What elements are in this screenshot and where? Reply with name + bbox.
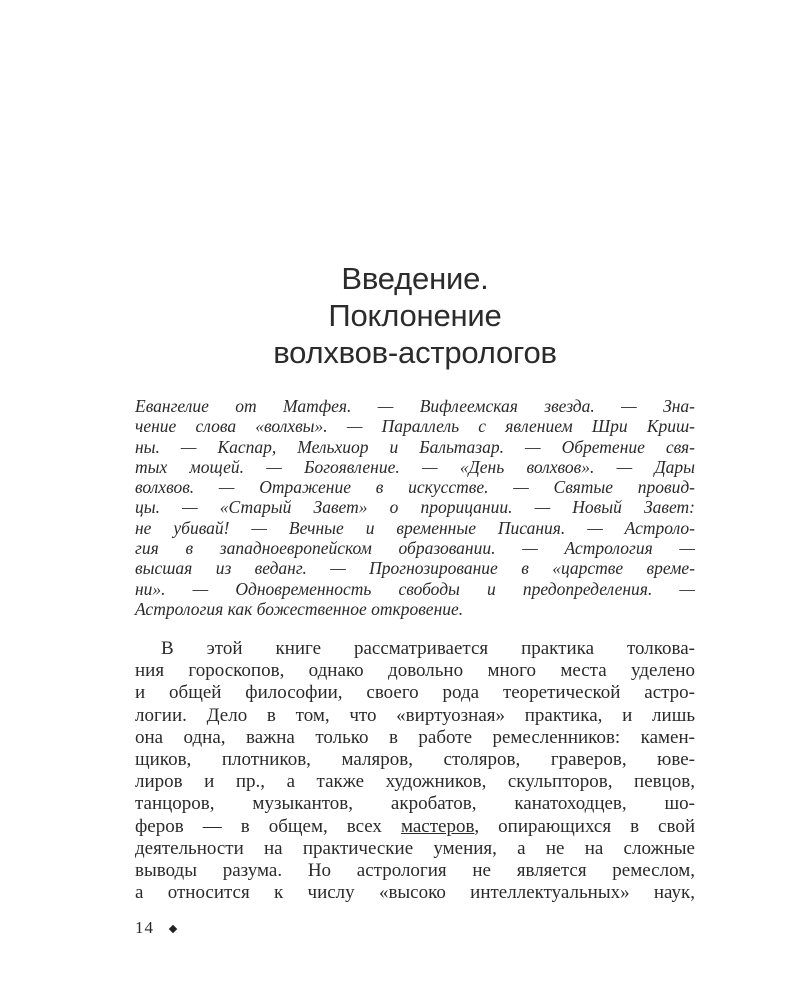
diamond-ornament-icon — [169, 925, 177, 933]
body-paragraph — [135, 638, 695, 904]
synopsis-line: высшая из веданг. — Прогнозирование в «царстве време- — [135, 558, 695, 579]
chapter-title — [135, 260, 695, 371]
body-line: и общей философии, своего рода теоретической астро- — [135, 682, 695, 704]
synopsis-line: цы. — «Старый Завет» о прорицании. — Новый Завет: — [135, 497, 695, 518]
chapter-title-line-2: Поклонение — [328, 298, 502, 333]
body-text-segment: , опирающихся в свой — [474, 815, 695, 837]
body-line: она одна, важна только в работе ремесленников: камен- — [135, 726, 695, 748]
body-line: лиров и пр., а также художников, скульпторов, певцов, — [135, 771, 695, 793]
chapter-title-line-3: волхвов-астрологов — [273, 335, 557, 370]
synopsis-line: ни». — Одновременность свободы и предопределения. — — [135, 578, 695, 599]
synopsis-line: тых мощей. — Богоявление. — «День волхвов». — Дары — [135, 456, 695, 477]
body-text-segment: феров — в общем, всех — [135, 815, 382, 837]
underlined-word-masters: мастеров — [400, 815, 475, 837]
synopsis-line: ны. — Каспар, Мельхиор и Бальтазар. — Обретение свя- — [135, 436, 695, 457]
synopsis-line: гия в западноевропейском образовании. — Астрология — — [135, 538, 695, 559]
body-line: а относится к числу «высоко интеллектуальных» наук, — [135, 882, 695, 904]
synopsis-line: Астрология как божественное откровение. — [135, 598, 464, 619]
chapter-synopsis — [135, 396, 695, 619]
body-line — [135, 816, 695, 838]
synopsis-line: чение слова «волхвы». — Параллель с явлением Шри Криш- — [135, 416, 695, 437]
synopsis-line: Евангелие от Матфея. — Вифлеемская звезда. — Зна- — [135, 396, 695, 416]
body-line: щиков, плотников, маляров, столяров, граверов, юве- — [135, 749, 695, 771]
synopsis-line: волхвов. — Отражение в искусстве. — Святые провид- — [135, 477, 695, 498]
synopsis-line: не убивай! — Вечные и временные Писания. — Астроло- — [135, 517, 695, 538]
body-line: В этой книге рассматривается практика толкова- — [161, 638, 695, 659]
body-line: выводы разума. Но астрология не является ремеслом, — [135, 860, 695, 882]
body-line: логии. Дело в том, что «виртуозная» практика, и лишь — [135, 704, 695, 726]
chapter-title-line-1: Введение. — [341, 261, 489, 296]
body-line: ния гороскопов, однако довольно много места уделено — [135, 660, 695, 682]
body-line: деятельности на практические умения, а не на сложные — [135, 837, 695, 859]
page-footer — [135, 918, 176, 938]
page-number: 14 — [135, 918, 154, 937]
body-line: танцоров, музыкантов, акробатов, канатоходцев, шо- — [135, 793, 695, 815]
